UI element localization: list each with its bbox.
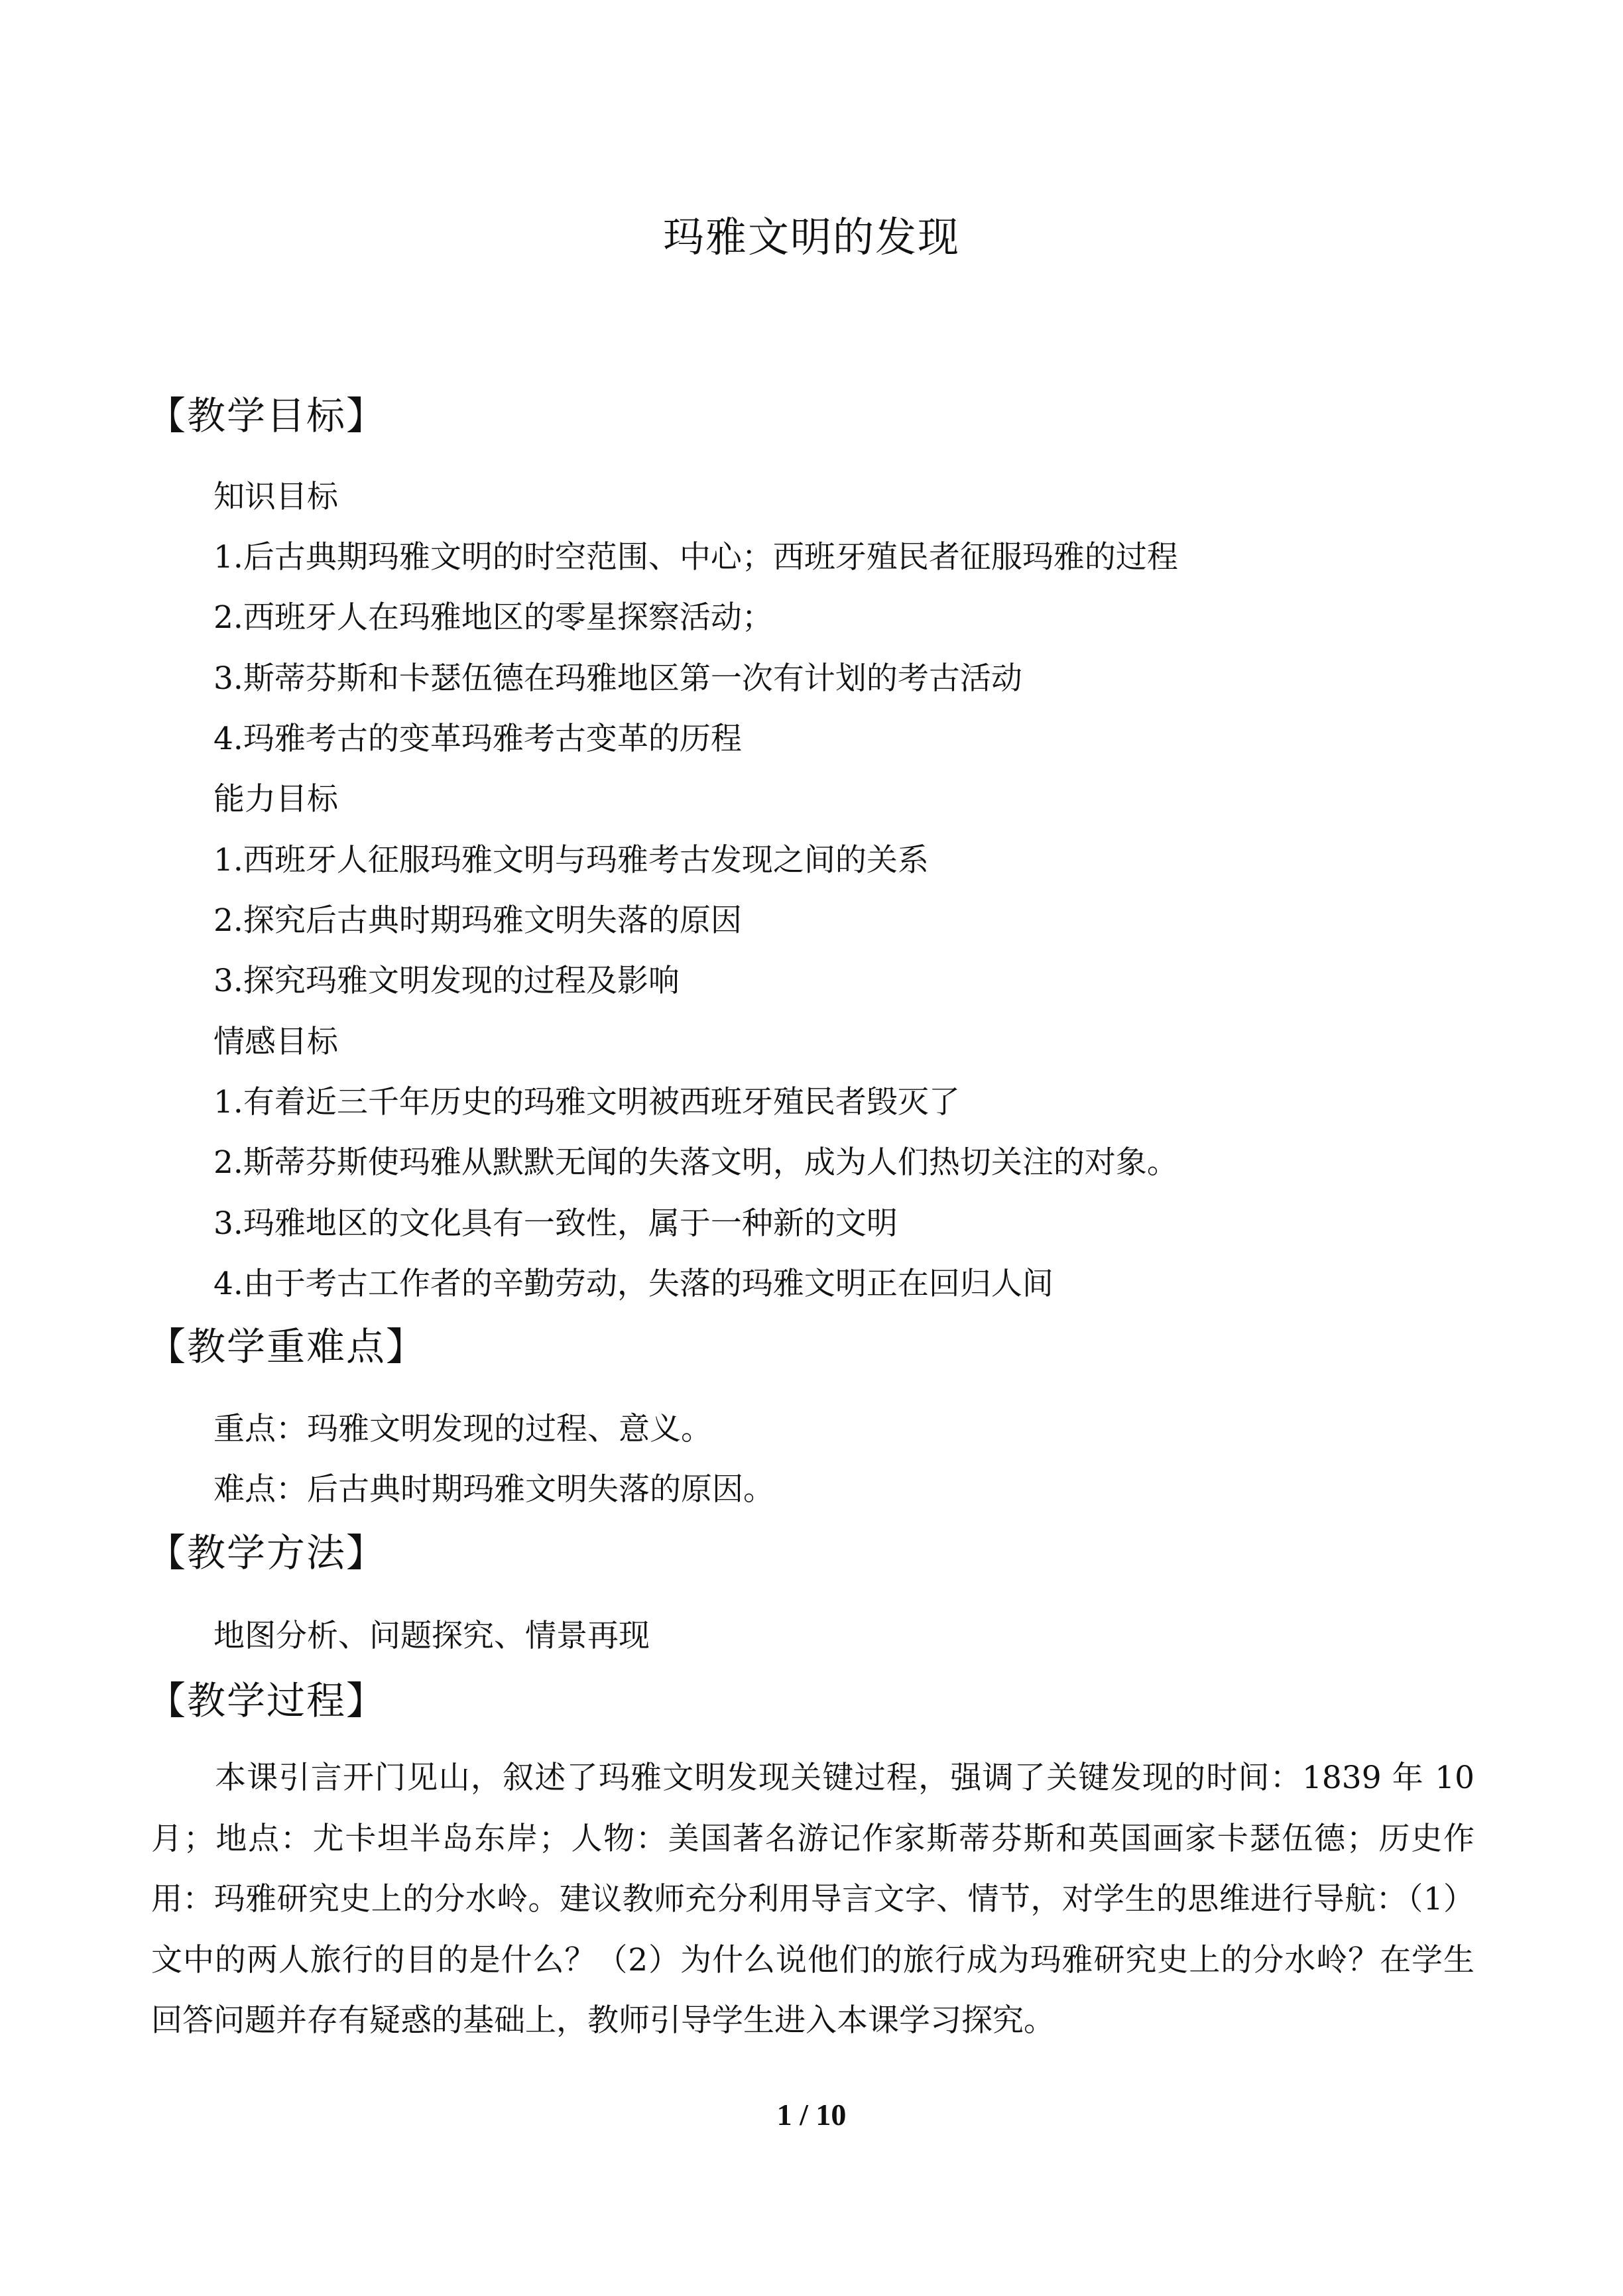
page-number: 1 / 10	[776, 2098, 847, 2132]
key-point-difficulty: 难点：后古典时期玛雅文明失落的原因。	[213, 1471, 774, 1508]
section-heading-methods: 【教学方法】	[147, 1530, 387, 1575]
knowledge-objectives-label: 知识目标	[213, 479, 338, 515]
process-paragraph: 本课引言开门见山，叙述了玛雅文明发现关键过程，强调了关键发现的时间：1839 年 10 月；地点：尤卡坦半岛东岸；人物：美国著名游记作家斯蒂芬斯和英国画家卡瑟伍德；历史作用：玛雅研究史上的分水岭。建议教师充分利用导言文字、情节，对学生的思维进行导航：（1）文中的两人旅行的目的是什么？（2）为什么说他们的旅行成为玛雅研究史上的分水岭？在学生回答问题并存有疑惑的基础上，教师引导学生进入本课学习探究。	[151, 1760, 1474, 2039]
knowledge-item-2: 2.西班牙人在玛雅地区的零星探察活动；	[213, 599, 773, 636]
methods-text: 地图分析、问题探究、情景再现	[213, 1618, 650, 1654]
section-heading-process: 【教学过程】	[147, 1678, 387, 1723]
emotion-item-1: 1.有着近三千年历史的玛雅文明被西班牙殖民者毁灭了	[213, 1084, 960, 1120]
section-heading-objectives: 【教学目标】	[147, 393, 387, 438]
key-point-focus: 重点：玛雅文明发现的过程、意义。	[213, 1411, 712, 1447]
knowledge-item-4: 4.玛雅考古的变革玛雅考古变革的历程	[213, 721, 742, 757]
ability-item-2: 2.探究后古典时期玛雅文明失落的原因	[213, 902, 742, 939]
emotion-item-4: 4.由于考古工作者的辛勤劳动，失落的玛雅文明正在回归人间	[213, 1266, 1053, 1302]
ability-item-3: 3.探究玛雅文明发现的过程及影响	[213, 963, 680, 999]
ability-item-1: 1.西班牙人征服玛雅文明与玛雅考古发现之间的关系	[213, 842, 929, 878]
emotion-objectives-label: 情感目标	[213, 1024, 338, 1060]
section-heading-key-points: 【教学重难点】	[147, 1324, 426, 1369]
knowledge-item-3: 3.斯蒂芬斯和卡瑟伍德在玛雅地区第一次有计划的考古活动	[213, 660, 1022, 697]
ability-objectives-label: 能力目标	[213, 781, 338, 817]
emotion-item-2: 2.斯蒂芬斯使玛雅从默默无闻的失落文明，成为人们热切关注的对象。	[213, 1144, 1178, 1181]
knowledge-item-1: 1.后古典期玛雅文明的时空范围、中心；西班牙殖民者征服玛雅的过程	[213, 539, 1178, 575]
document-title: 玛雅文明的发现	[662, 213, 960, 261]
emotion-item-3: 3.玛雅地区的文化具有一致性，属于一种新的文明	[213, 1205, 898, 1242]
